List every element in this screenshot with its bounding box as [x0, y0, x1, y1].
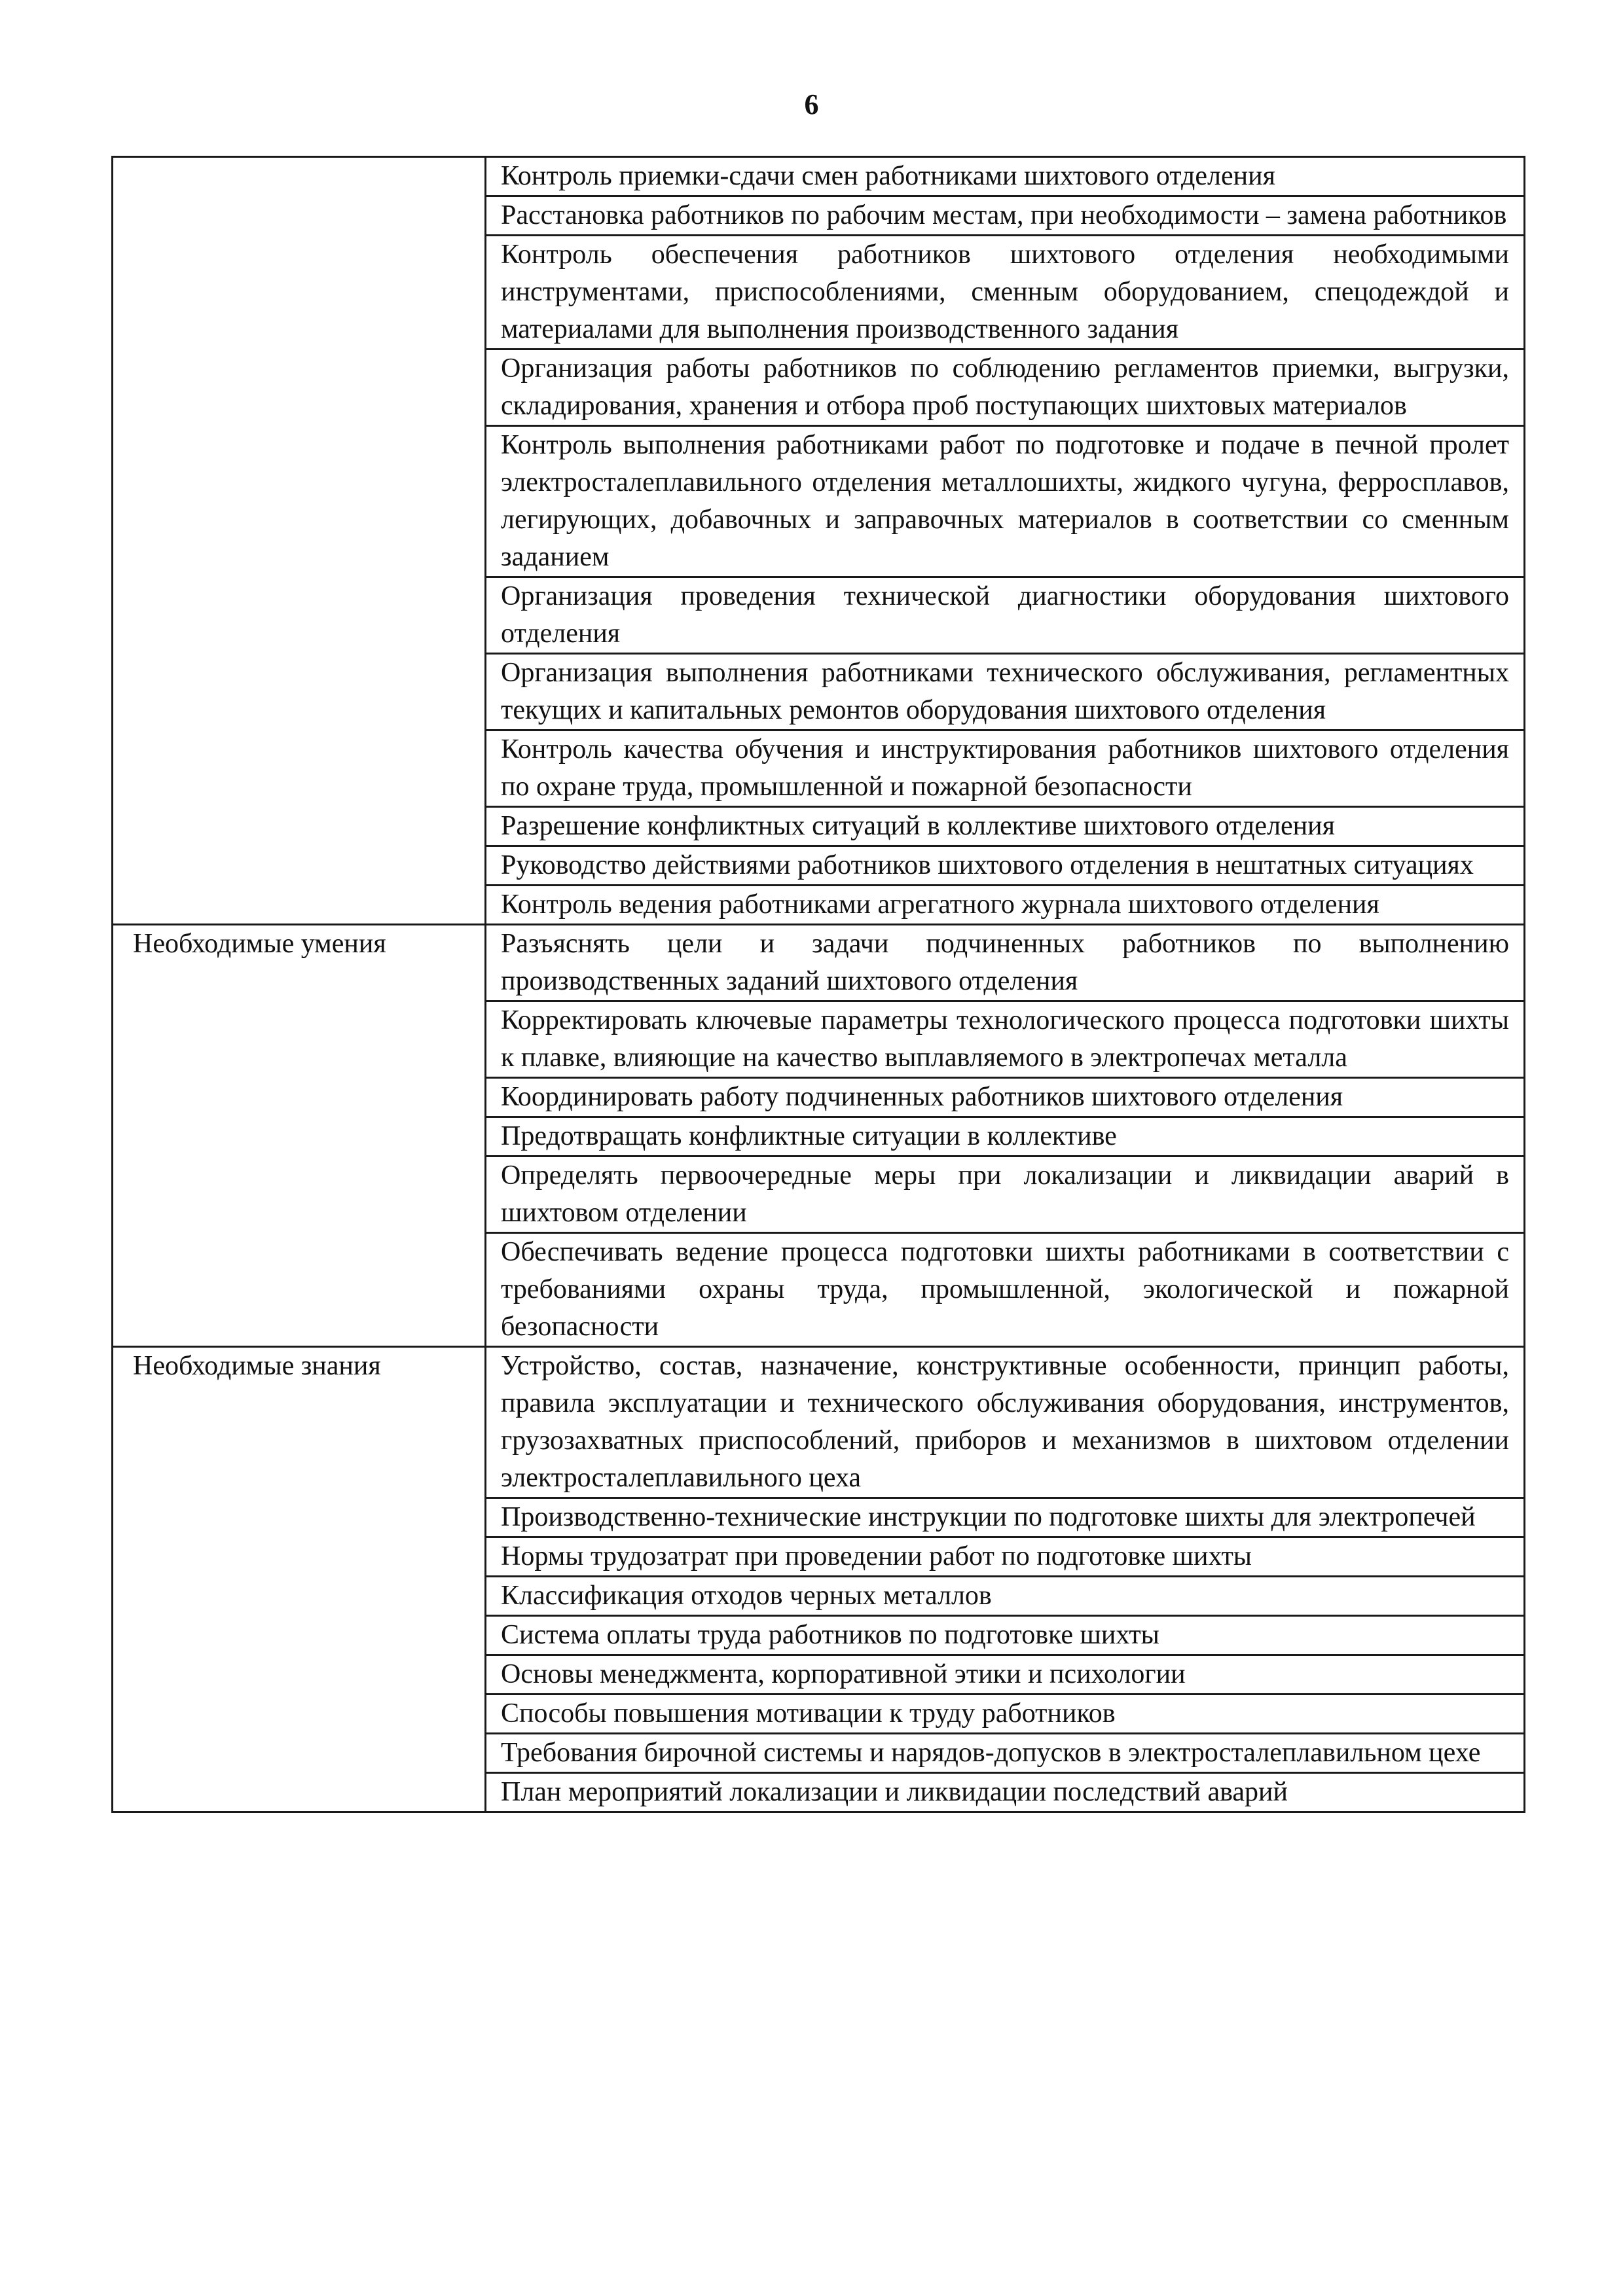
table-row: [113, 577, 1525, 654]
table-row: [113, 236, 1525, 350]
table-row: [113, 1117, 1525, 1157]
table-cell: Организация выполнения работниками технического обслуживания, регламентных текущих и капитальных ремонтов оборудования шихтового отделения: [486, 654, 1525, 730]
table-row: [113, 1078, 1525, 1117]
table-cell: Контроль приемки-сдачи смен работниками шихтового отделения: [486, 157, 1525, 196]
table-row: [113, 1616, 1525, 1655]
table-row: [113, 654, 1525, 730]
table-cell: Нормы трудозатрат при проведении работ по подготовке шихты: [486, 1537, 1525, 1577]
page-number: 6: [804, 88, 819, 120]
table-row: [113, 1001, 1525, 1078]
table-cell: Определять первоочередные меры при локализации и ликвидации аварий в шихтовом отделении: [486, 1157, 1525, 1233]
table-cell: Контроль обеспечения работников шихтового отделения необходимыми инструментами, приспособлениями, сменным оборудованием, спецодеждой и материалами для выполнения производственного задания: [486, 236, 1525, 350]
table-row: [113, 1157, 1525, 1233]
table-row: [113, 350, 1525, 426]
competency-table: [111, 156, 1525, 1813]
table-row: [113, 196, 1525, 236]
table-row: [113, 1695, 1525, 1734]
table-row: [113, 1577, 1525, 1616]
section-label-knowledge: Необходимые знания: [113, 1347, 486, 1498]
table-cell: Обеспечивать ведение процесса подготовки шихты работниками в соответствии с требованиями охраны труда, промышленной, экологической и пожарной безопасности: [486, 1233, 1525, 1347]
table-cell: Руководство действиями работников шихтового отделения в нештатных ситуациях: [486, 846, 1525, 886]
table-row: [113, 1347, 1525, 1498]
table-row: [113, 157, 1525, 196]
table-row: [113, 807, 1525, 846]
table-cell: Корректировать ключевые параметры технологического процесса подготовки шихты к плавке, влияющие на качество выплавляемого в электропечах металла: [486, 1001, 1525, 1078]
section-label: [113, 157, 486, 196]
table-cell: Организация проведения технической диагностики оборудования шихтового отделения: [486, 577, 1525, 654]
table-row: [113, 846, 1525, 886]
table-row: [113, 730, 1525, 807]
table-row: [113, 426, 1525, 577]
table-row: [113, 1498, 1525, 1537]
table-row: [113, 1537, 1525, 1577]
table-cell: Требования бирочной системы и нарядов-допусков в электросталеплавильном цехе: [486, 1734, 1525, 1773]
table-cell: План мероприятий локализации и ликвидации последствий аварий: [486, 1773, 1525, 1812]
table-cell: Классификация отходов черных металлов: [486, 1577, 1525, 1616]
table-row: [113, 1734, 1525, 1773]
table-row: [113, 886, 1525, 925]
table-row: [113, 1773, 1525, 1812]
table-cell: Контроль выполнения работниками работ по подготовке и подаче в печной пролет электросталеплавильного отделения металлошихты, жидкого чугуна, ферросплавов, легирующих, добавочных и заправочных материалов в соответствии со сменным заданием: [486, 426, 1525, 577]
table-cell: Организация работы работников по соблюдению регламентов приемки, выгрузки, складирования, хранения и отбора проб поступающих шихтовых материалов: [486, 350, 1525, 426]
table-cell: Разъяснять цели и задачи подчиненных работников по выполнению производственных заданий шихтового отделения: [486, 925, 1525, 1001]
table-cell: Расстановка работников по рабочим местам, при необходимости – замена работников: [486, 196, 1525, 236]
table-cell: Контроль качества обучения и инструктирования работников шихтового отделения по охране труда, промышленной и пожарной безопасности: [486, 730, 1525, 807]
table-cell: Устройство, состав, назначение, конструктивные особенности, принцип работы, правила эксплуатации и технического обслуживания оборудования, инструментов, грузозахватных приспособлений, приборов и механизмов в шихтовом отделении электросталеплавильного цеха: [486, 1347, 1525, 1498]
table-row: [113, 1233, 1525, 1347]
table-cell: Способы повышения мотивации к труду работников: [486, 1695, 1525, 1734]
table-row: [113, 925, 1525, 1001]
table-cell: Разрешение конфликтных ситуаций в коллективе шихтового отделения: [486, 807, 1525, 846]
table-row: [113, 1655, 1525, 1695]
table-cell: Координировать работу подчиненных работников шихтового отделения: [486, 1078, 1525, 1117]
table-cell: Контроль ведения работниками агрегатного журнала шихтового отделения: [486, 886, 1525, 925]
table-cell: Предотвращать конфликтные ситуации в коллективе: [486, 1117, 1525, 1157]
table-cell: Производственно-технические инструкции по подготовке шихты для электропечей: [486, 1498, 1525, 1537]
table-cell: Система оплаты труда работников по подготовке шихты: [486, 1616, 1525, 1655]
table-cell: Основы менеджмента, корпоративной этики и психологии: [486, 1655, 1525, 1695]
section-label-skills: Необходимые умения: [113, 925, 486, 1001]
